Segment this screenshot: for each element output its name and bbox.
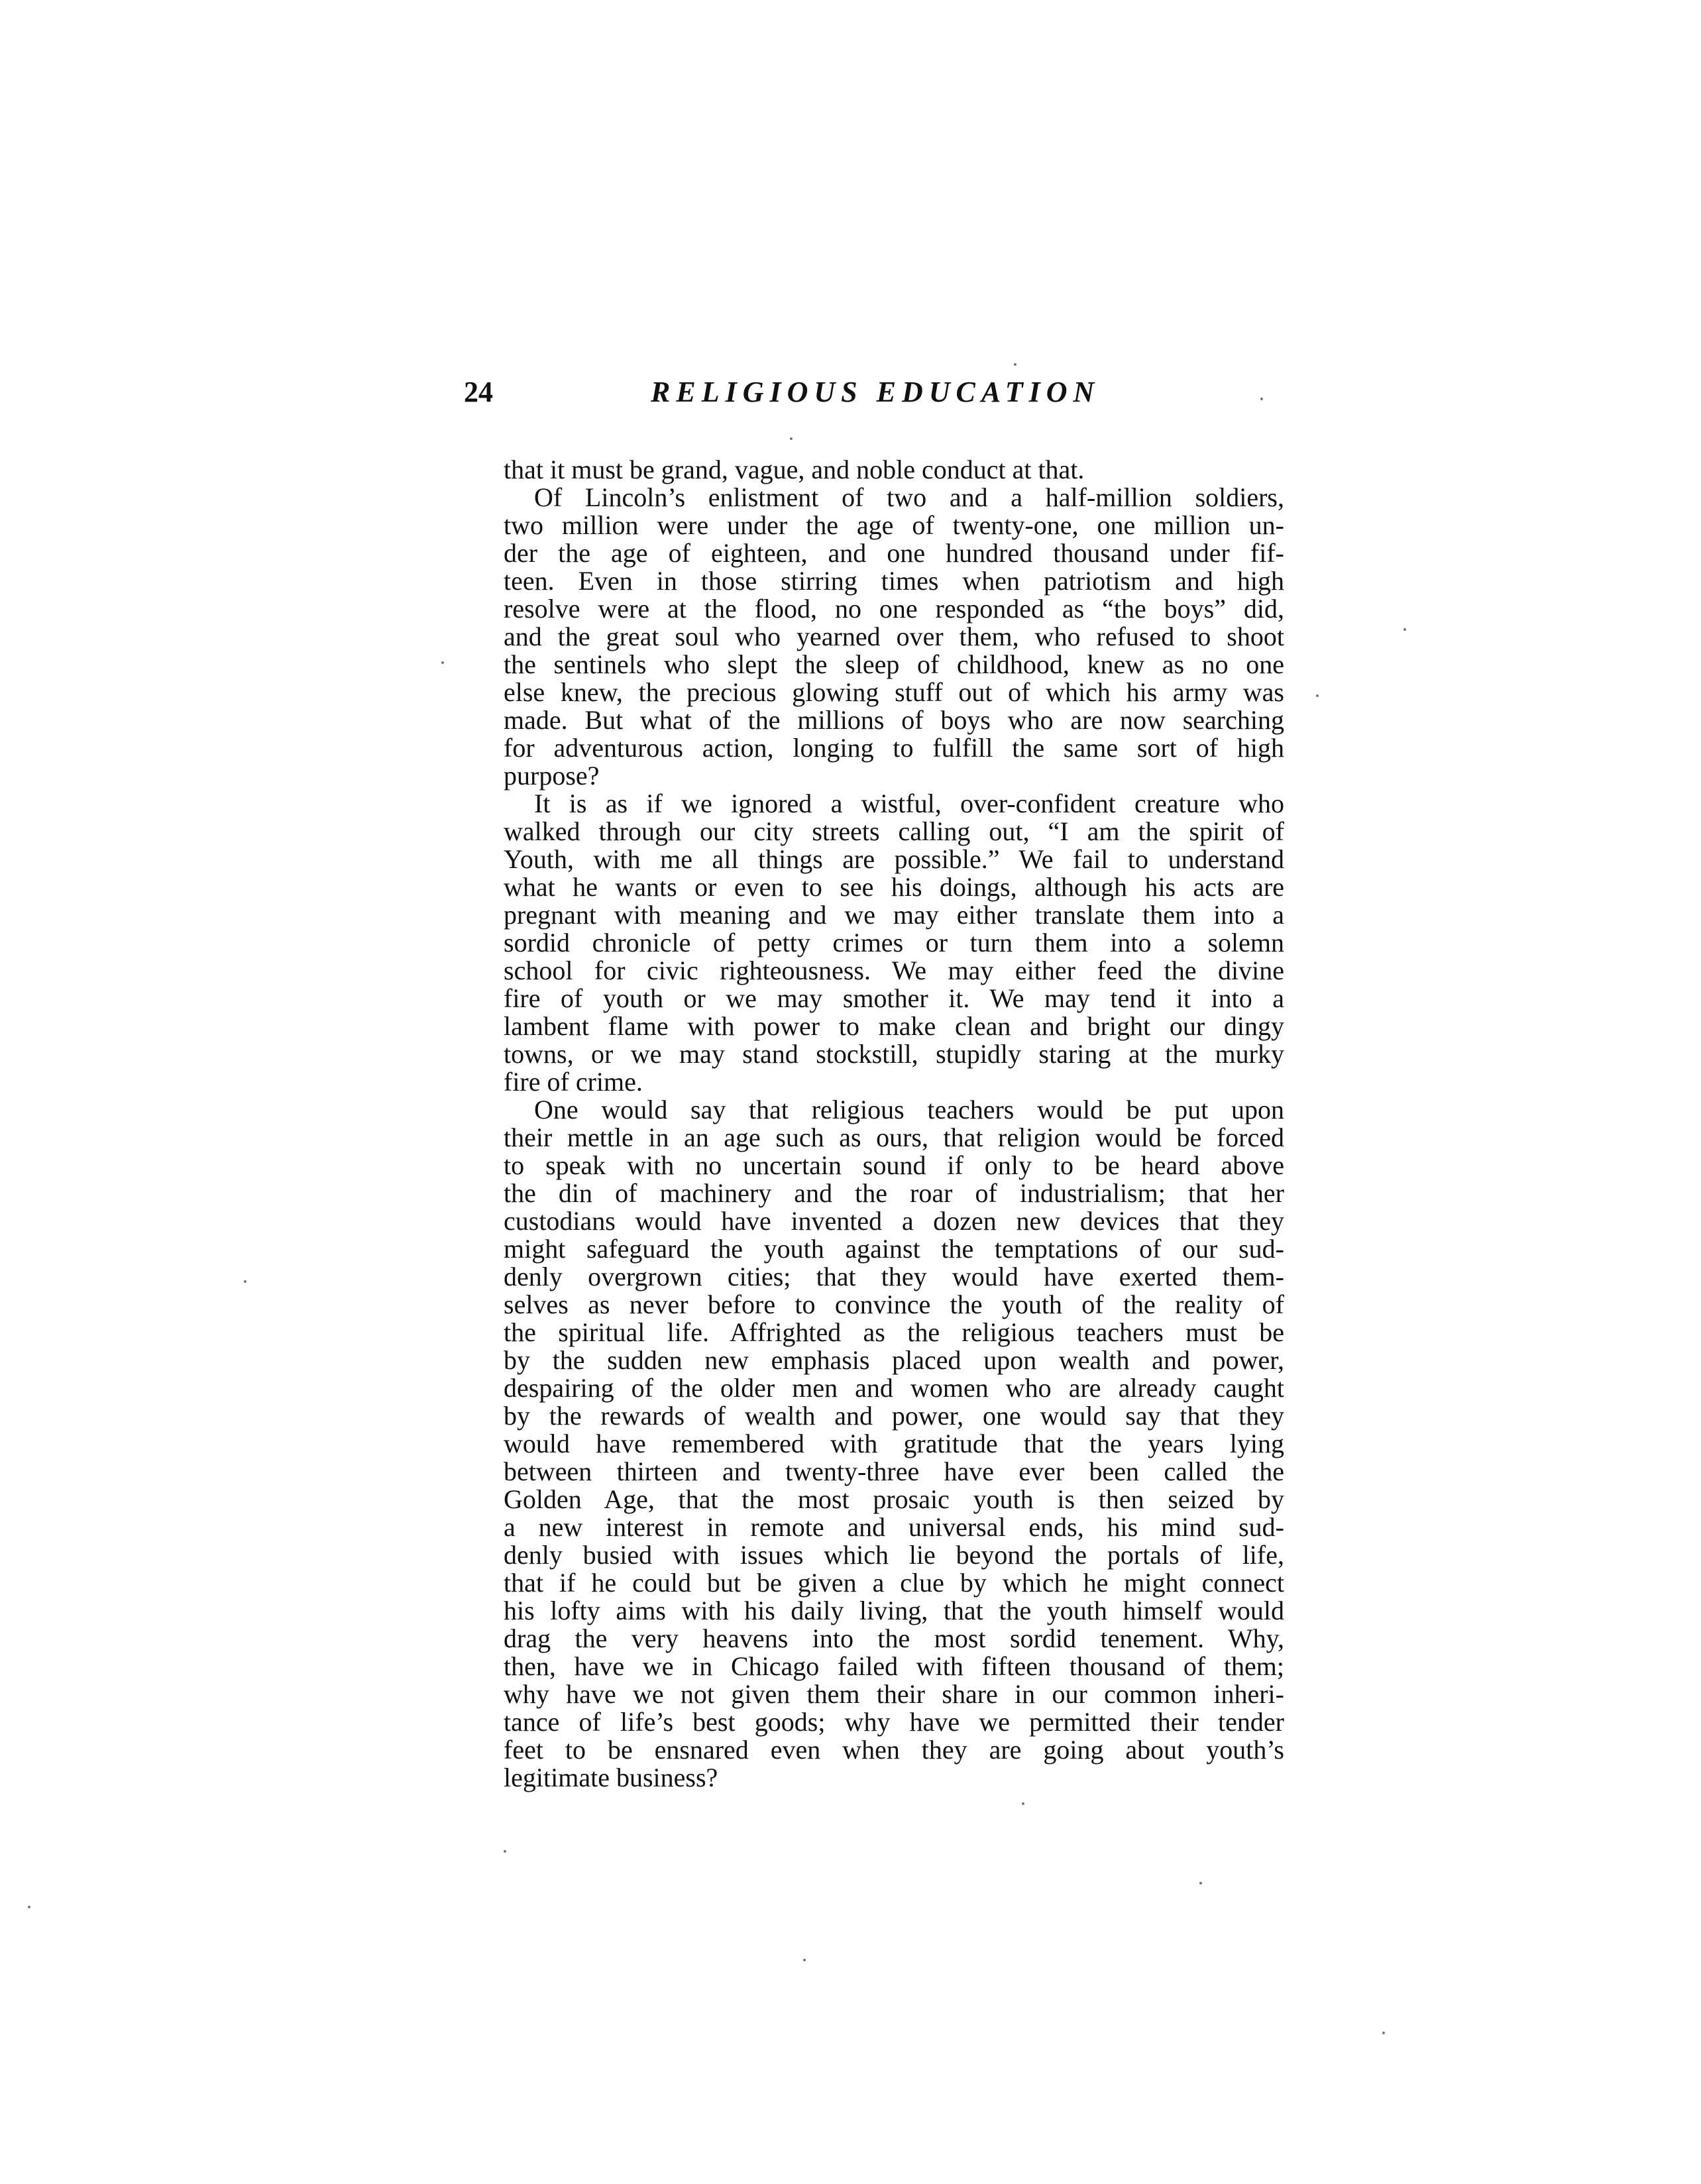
scan-speck <box>504 1850 506 1853</box>
text-line: by the sudden new emphasis placed upon wealth and power, <box>504 1345 1284 1375</box>
text-line: Golden Age, that the most prosaic youth is then seized by <box>504 1484 1284 1514</box>
text-line: might safeguard the youth against the temptations of our sud- <box>504 1234 1284 1264</box>
text-line: to speak with no uncertain sound if only to be heard above <box>504 1150 1284 1180</box>
text-line: legitimate business? <box>504 1763 718 1792</box>
text-line: the sentinels who slept the sleep of childhood, knew as no one <box>504 649 1284 679</box>
text-line: why have we not given them their share in our common inheri- <box>504 1679 1284 1709</box>
scan-speck <box>1022 1802 1024 1805</box>
text-line: feet to be ensnared even when they are going about youth’s <box>504 1735 1284 1765</box>
text-line: a new interest in remote and universal ends, his mind sud- <box>504 1512 1284 1542</box>
text-line: Of Lincoln’s enlistment of two and a half-million soldiers, <box>534 482 1284 512</box>
scan-speck <box>1014 363 1016 366</box>
text-line: drag the very heavens into the most sordid tenement. Why, <box>504 1623 1284 1653</box>
text-line: that if he could but be given a clue by which he might connect <box>504 1568 1284 1598</box>
text-line: for adventurous action, longing to fulfill the same sort of high <box>504 733 1284 763</box>
text-line: what he wants or even to see his doings, although his acts are <box>504 872 1284 902</box>
text-line: school for civic righteousness. We may either feed the divine <box>504 956 1284 985</box>
text-line: sordid chronicle of petty crimes or turn them into a solemn <box>504 928 1284 957</box>
page-number: 24 <box>464 376 493 408</box>
text-line: pregnant with meaning and we may either translate them into a <box>504 900 1284 930</box>
text-line: der the age of eighteen, and one hundred thousand under fif- <box>504 538 1284 568</box>
text-line: the spiritual life. Affrighted as the religious teachers must be <box>504 1317 1284 1347</box>
text-line: One would say that religious teachers would be put upon <box>534 1095 1284 1124</box>
text-line: by the rewards of wealth and power, one would say that they <box>504 1401 1284 1431</box>
scan-speck <box>1382 2032 1385 2034</box>
scan-speck <box>1316 694 1319 697</box>
page-header <box>464 372 1201 419</box>
text-line: teen. Even in those stirring times when patriotism and high <box>504 566 1284 596</box>
text-line: and the great soul who yearned over them, who refused to shoot <box>504 622 1284 651</box>
scan-speck <box>244 1280 247 1283</box>
text-line: lambent flame with power to make clean and bright our dingy <box>504 1011 1284 1041</box>
text-line: purpose? <box>504 761 600 791</box>
text-line: that it must be grand, vague, and noble conduct at that. <box>504 455 1085 484</box>
text-line: resolve were at the flood, no one responded as “the boys” did, <box>504 594 1284 624</box>
scan-speck <box>441 661 444 664</box>
text-line: fire of crime. <box>504 1067 643 1097</box>
text-line: walked through our city streets calling out, “I am the spirit of <box>504 816 1284 846</box>
text-line: despairing of the older men and women who are already caught <box>504 1373 1284 1403</box>
text-line: their mettle in an age such as ours, that religion would be forced <box>504 1122 1284 1152</box>
text-line: denly overgrown cities; that they would have exerted them- <box>504 1262 1284 1291</box>
text-line: would have remembered with gratitude that the years lying <box>504 1429 1284 1458</box>
text-line: tance of life’s best goods; why have we permitted their tender <box>504 1707 1284 1737</box>
text-line: else knew, the precious glowing stuff out of which his army was <box>504 677 1284 707</box>
text-line: between thirteen and twenty-three have ever been called the <box>504 1456 1284 1486</box>
text-line: Youth, with me all things are possible.” We fail to understand <box>504 844 1284 874</box>
scan-speck <box>1199 1882 1202 1884</box>
text-line: then, have we in Chicago failed with fifteen thousand of them; <box>504 1651 1284 1681</box>
text-line: custodians would have invented a dozen new devices that they <box>504 1206 1284 1236</box>
text-line: his lofty aims with his daily living, that the youth himself would <box>504 1596 1284 1625</box>
running-head: RELIGIOUS EDUCATION <box>651 376 1101 408</box>
text-line: the din of machinery and the roar of industrialism; that her <box>504 1178 1284 1208</box>
scan-speck <box>28 1906 30 1908</box>
body-text <box>504 456 1284 1792</box>
text-line: made. But what of the millions of boys who are now searching <box>504 705 1284 735</box>
text-line: It is as if we ignored a wistful, over-confident creature who <box>534 789 1284 818</box>
text-line: selves as never before to convince the youth of the reality of <box>504 1289 1284 1319</box>
scan-speck <box>1403 628 1406 631</box>
text-line: towns, or we may stand stockstill, stupidly staring at the murky <box>504 1039 1284 1069</box>
scan-speck <box>790 437 793 440</box>
scan-speck <box>803 1959 806 1961</box>
scan-speck <box>1260 398 1263 400</box>
text-line: fire of youth or we may smother it. We may tend it into a <box>504 983 1284 1013</box>
text-line: denly busied with issues which lie beyond the portals of life, <box>504 1540 1284 1570</box>
text-line: two million were under the age of twenty-one, one million un- <box>504 510 1284 540</box>
